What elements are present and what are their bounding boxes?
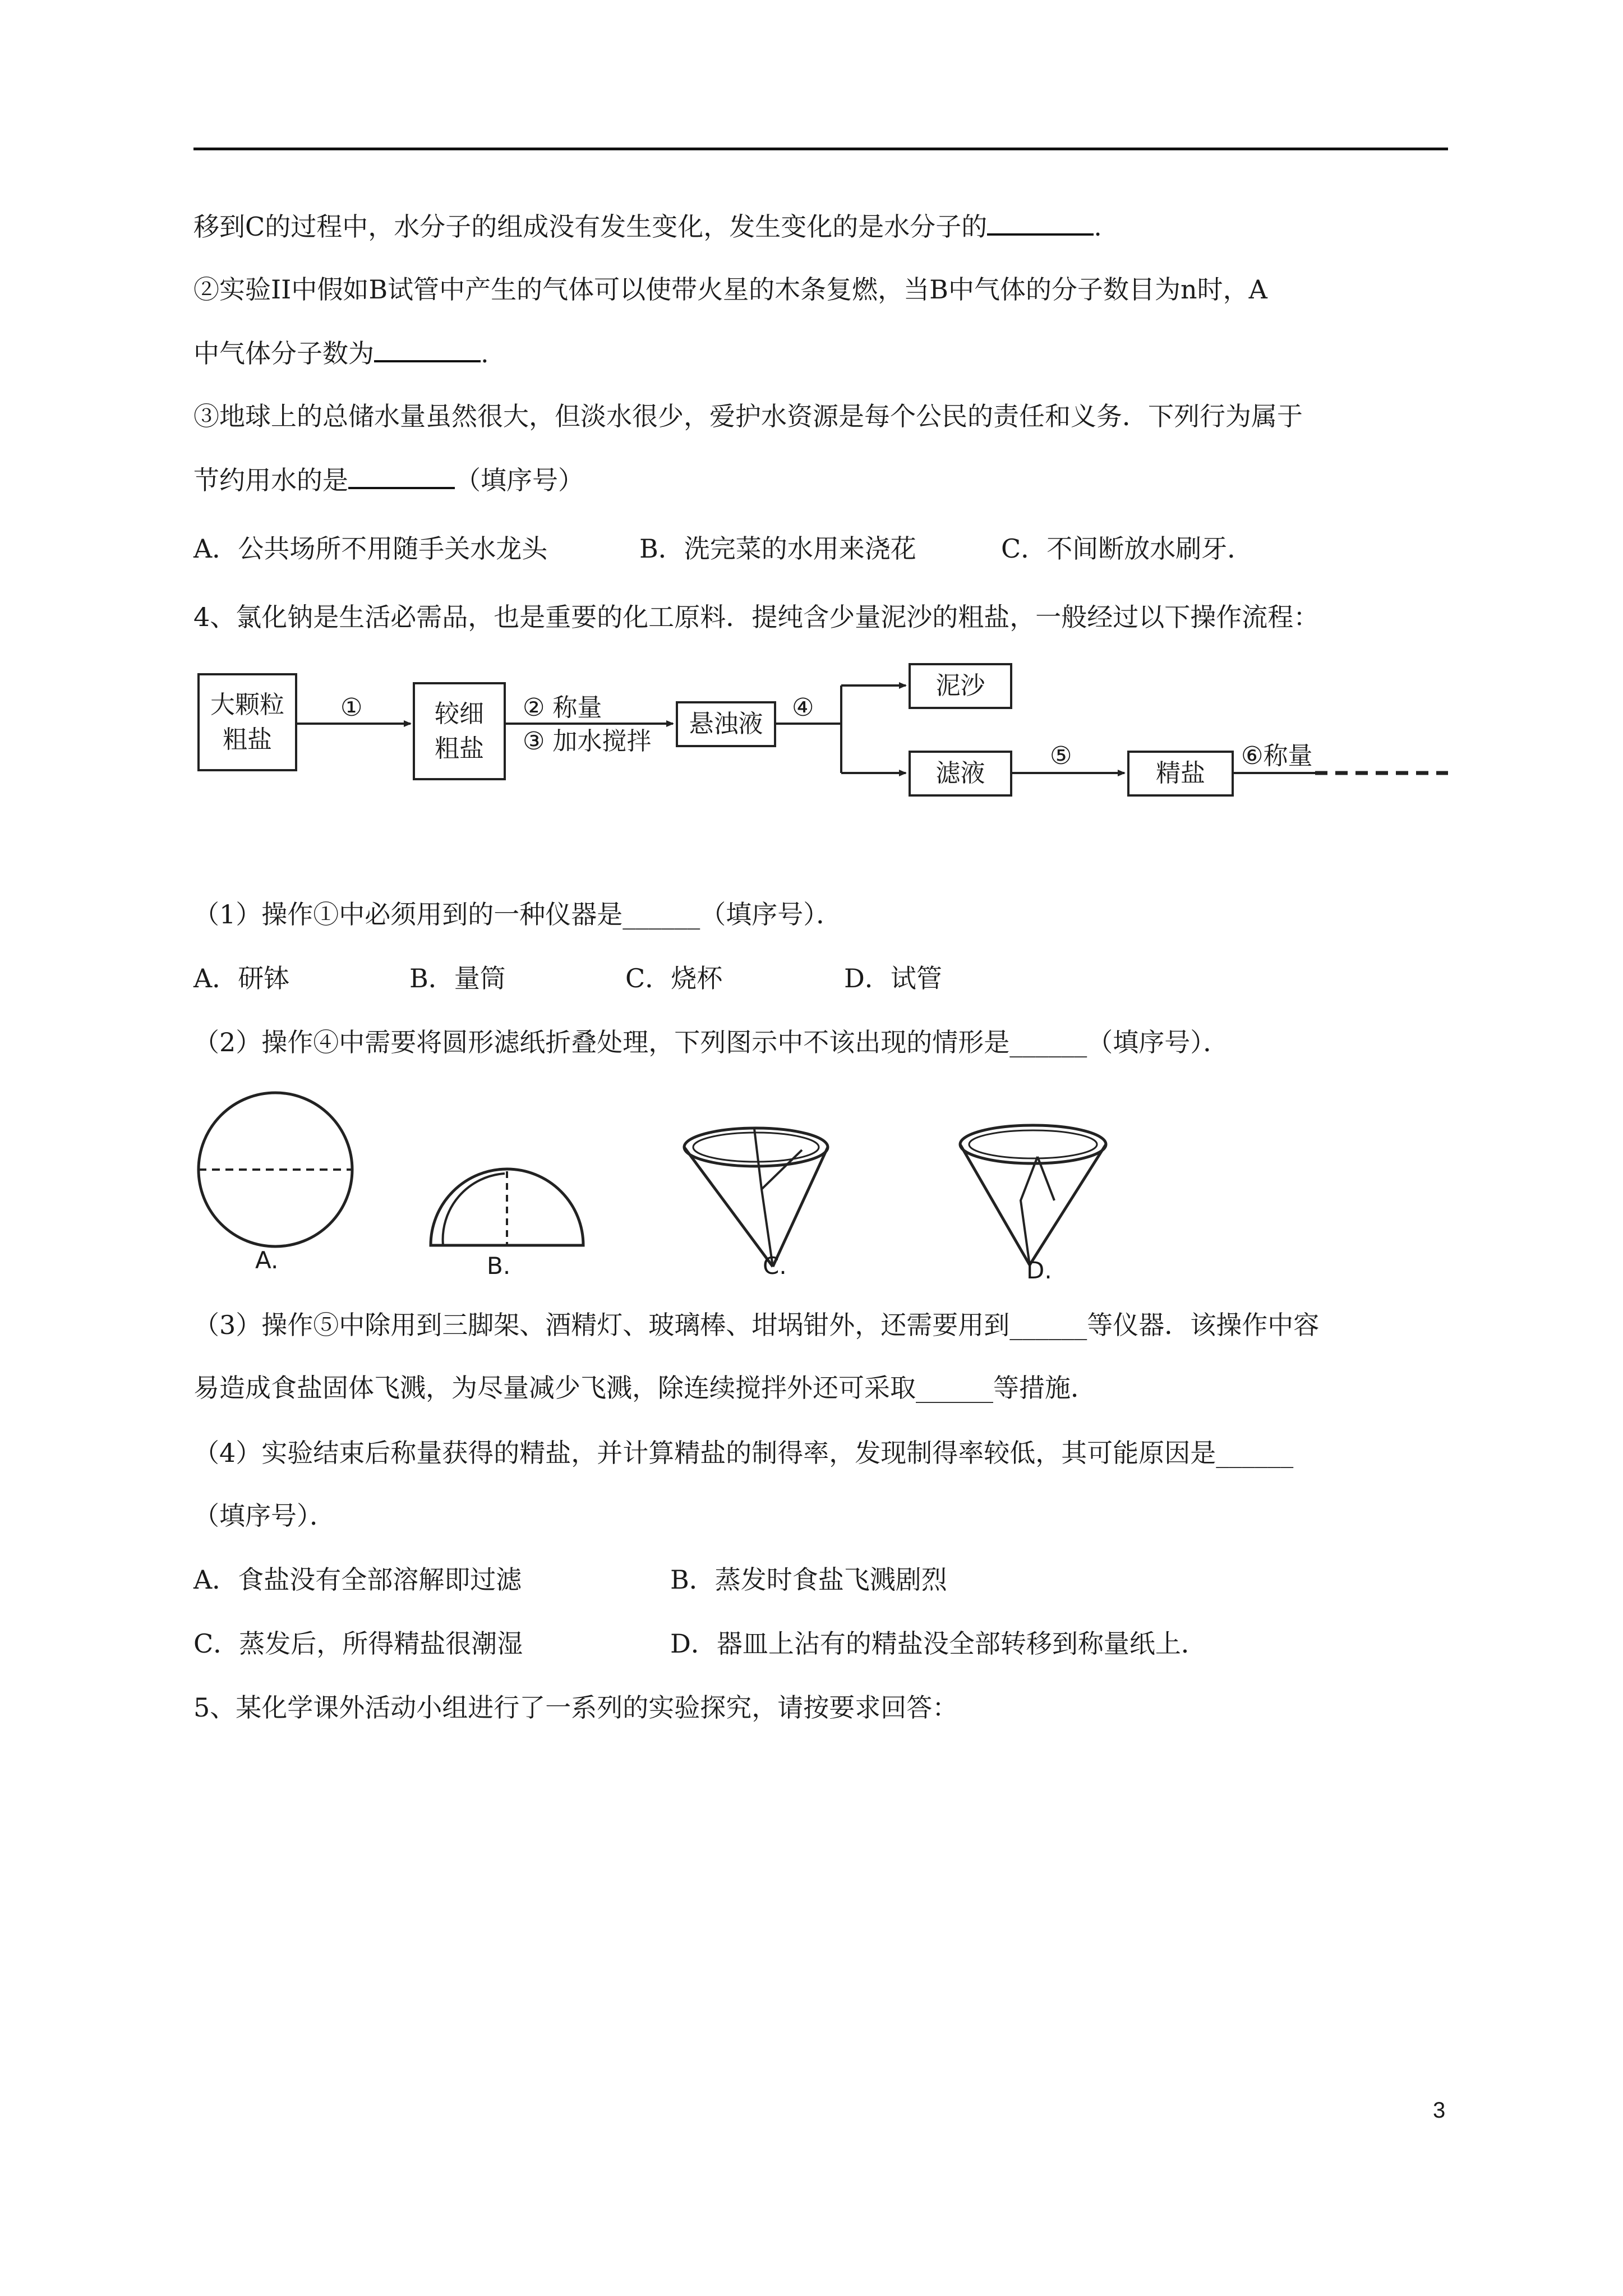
q4-sub4-option-c: C．蒸发后，所得精盐很潮湿 <box>193 1628 523 1659</box>
q4-sub1-option-d: D．试管 <box>844 963 942 993</box>
q4-sub4-line1: （4）实验结束后称量获得的精盐，并计算精盐的制得率，发现制得率较低，其可能原因是______ <box>193 1438 1294 1468</box>
flow-label-step5: ⑤ <box>1050 742 1072 770</box>
flow-box-refined-salt: 精盐 <box>1127 751 1234 797</box>
figure-b-semicircle <box>431 1169 583 1245</box>
q4-sub2: （2）操作④中需要将圆形滤纸折叠处理，下列图示中不该出现的情形是______（填序号）． <box>193 1027 1229 1057</box>
q4-sub4-line2: （填序号）． <box>193 1501 335 1531</box>
q3-option-a: A．公共场所不用随手关水龙头 <box>193 533 548 564</box>
q3-sub2-line1: ②实验II中假如B试管中产生的气体可以使带火星的木条复燃，当B中气体的分子数目为n时，A <box>193 274 1267 305</box>
figure-label-c: C. <box>763 1252 787 1280</box>
q4-sub3-line2: 易造成食盐固体飞溅，为尽量减少飞溅，除连续搅拌外还可采取______等措施． <box>193 1373 1096 1403</box>
q4-sub1-option-b: B．量筒 <box>409 963 506 993</box>
flow-box-suspension: 悬浊液 <box>676 701 776 747</box>
q4-sub1: （1）操作①中必须用到的一种仪器是______（填序号）． <box>193 899 842 930</box>
figure-label-b: B. <box>487 1252 511 1280</box>
flow-box-fine-salt: 较细 粗盐 <box>413 682 506 780</box>
flow-box-coarse-salt: 大颗粒 粗盐 <box>197 673 297 771</box>
flow-label-step3: ③ 加水搅拌 <box>523 727 652 756</box>
q3-sub2-line2: 中气体分子数为 . <box>193 335 489 370</box>
q4-intro: 4、氯化钠是生活必需品，也是重要的化工原料．提纯含少量泥沙的粗盐，一般经过以下操作流程： <box>193 602 1320 632</box>
q3-sub3-line2: 节约用水的是 （填序号） <box>193 462 584 497</box>
figure-label-a: A. <box>255 1246 279 1274</box>
q3-option-b: B．洗完菜的水用来浇花 <box>639 533 916 564</box>
q4-sub3-line1: （3）操作⑤中除用到三脚架、酒精灯、玻璃棒、坩埚钳外，还需要用到______等仪器．该操作中容 <box>193 1310 1320 1340</box>
flow-label-step6: ⑥称量 <box>1241 742 1313 770</box>
q4-sub4-option-a: A．食盐没有全部溶解即过滤 <box>193 1565 522 1595</box>
flow-label-step4: ④ <box>792 693 814 722</box>
page-number: 3 <box>1433 2098 1446 2123</box>
q3-line1: 移到C的过程中，水分子的组成没有发生变化，发生变化的是水分子的 . <box>193 209 1102 243</box>
q4-sub4-option-d: D．器皿上沾有的精盐没全部转移到称量纸上． <box>670 1628 1207 1659</box>
figure-d-cone <box>960 1125 1106 1265</box>
figure-label-d: D. <box>1026 1257 1052 1284</box>
q4-sub1-option-c: C．烧杯 <box>625 963 723 993</box>
flow-box-filtrate: 滤液 <box>909 751 1012 797</box>
flow-label-step2: ② 称量 <box>523 693 602 722</box>
q5-intro: 5、某化学课外活动小组进行了一系列的实验探究，请按要求回答： <box>193 1692 958 1723</box>
q4-sub4-option-b: B．蒸发时食盐飞溅剧烈 <box>670 1565 947 1595</box>
flow-box-mud: 泥沙 <box>909 663 1012 709</box>
q3-option-c: C．不间断放水刷牙． <box>1001 533 1253 564</box>
figure-c-cone <box>684 1128 828 1267</box>
q4-sub1-option-a: A．研钵 <box>193 963 290 993</box>
flow-label-step1: ① <box>340 693 363 722</box>
figure-a-circle <box>199 1093 352 1246</box>
q3-sub3-line1: ③地球上的总储水量虽然很大，但淡水很少，爱护水资源是每个公民的责任和义务．下列行为属于 <box>193 401 1303 431</box>
